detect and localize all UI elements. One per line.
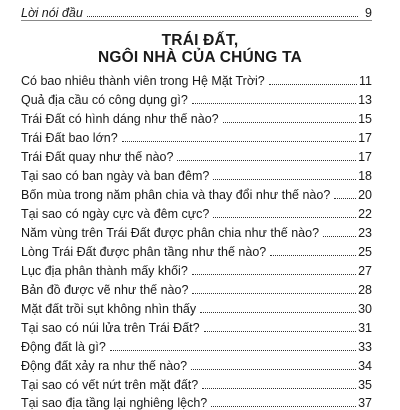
toc-entry[interactable] <box>21 392 372 410</box>
dot-leader <box>204 331 357 332</box>
dot-leader <box>122 141 356 142</box>
toc-entry-label: Động đất xảy ra như thế nào? <box>21 359 188 373</box>
dot-leader <box>202 388 356 389</box>
toc-entry-label: Tại sao có ngày cực và đêm cực? <box>21 207 210 221</box>
toc-entry-label: Lời nói đầu <box>21 6 83 20</box>
toc-entry-label: Có bao nhiêu thành viên trong Hệ Mặt Trời? <box>21 74 265 88</box>
toc-entry-page: 33 <box>358 340 372 354</box>
toc-entry[interactable] <box>21 260 372 278</box>
toc-entry-label: Bốn mùa trong năm phân chia và thay đổi như thế nào? <box>21 188 331 202</box>
toc-entry-label: Trái Đất bao lớn? <box>21 131 118 145</box>
toc-entry-label: Tại sao có vết nứt trên mặt đất? <box>21 378 199 392</box>
dot-leader <box>323 236 356 237</box>
dot-leader <box>177 160 356 161</box>
dot-leader <box>223 122 356 123</box>
dot-leader <box>269 84 357 85</box>
toc-entry-page: 11 <box>359 74 372 88</box>
toc-entry-label: Mặt đất trồi sụt không nhìn thấy <box>21 302 197 316</box>
toc-entry-label: Tại sao có ban ngày và ban đêm? <box>21 169 210 183</box>
section-title-line-1: TRÁI ĐẤT, <box>161 32 239 49</box>
toc-entry[interactable] <box>21 222 372 240</box>
toc-entry-label: Tại sao có núi lửa trên Trái Đất? <box>21 321 200 335</box>
dot-leader <box>213 217 356 218</box>
toc-entry[interactable] <box>21 355 372 373</box>
toc-entry-label: Quả địa cầu có công dụng gì? <box>21 93 188 107</box>
dot-leader <box>191 369 356 370</box>
dot-leader <box>211 406 356 407</box>
toc-entry-label: Trái Đất quay như thế nào? <box>21 150 174 164</box>
dot-leader <box>192 274 356 275</box>
toc-entry[interactable] <box>21 127 372 145</box>
toc-entry-label: Năm vùng trên Trái Đất được phân chia như thế nào? <box>21 226 320 240</box>
dot-leader <box>192 103 356 104</box>
dot-leader <box>334 198 356 199</box>
toc-entry-label: Động đất là gì? <box>21 340 106 354</box>
toc-entry[interactable] <box>21 146 372 164</box>
toc-entry-page: 35 <box>358 378 372 392</box>
separator-line <box>21 20 372 21</box>
toc-entry-page: 18 <box>358 169 372 183</box>
toc-entry-label: Lục địa phân thành mấy khối? <box>21 264 188 278</box>
toc-entry-page: 37 <box>358 396 372 410</box>
toc-entry-page: 23 <box>358 226 372 240</box>
toc-entry-page: 31 <box>358 321 372 335</box>
toc-entry-page: 34 <box>358 359 372 373</box>
toc-entry-page: 17 <box>358 131 372 145</box>
toc-entry[interactable] <box>21 241 372 259</box>
toc-entry-foreword[interactable] <box>21 2 372 20</box>
toc-entry[interactable] <box>21 184 372 202</box>
toc-entry[interactable] <box>21 279 372 297</box>
toc-entry-page: 28 <box>358 283 372 297</box>
toc-entry[interactable] <box>21 203 372 221</box>
toc-entry[interactable] <box>21 298 372 316</box>
toc-entry-page: 27 <box>358 264 372 278</box>
toc-entry[interactable] <box>21 374 372 392</box>
toc-entry-label: Trái Đất có hình dáng như thế nào? <box>21 112 219 126</box>
toc-entry[interactable] <box>21 70 372 88</box>
dot-leader <box>87 16 358 17</box>
toc-entry-page: 9 <box>365 6 372 20</box>
toc-entry-page: 22 <box>358 207 372 221</box>
toc-entry-label: Bản đồ được vẽ như thế nào? <box>21 283 189 297</box>
toc-entry[interactable] <box>21 165 372 183</box>
toc-entry-label: Lòng Trái Đất được phân tầng như thế nào? <box>21 245 267 259</box>
toc-entry-page: 17 <box>358 150 372 164</box>
toc-entry[interactable] <box>21 317 372 335</box>
dot-leader <box>270 255 356 256</box>
toc-entry-page: 13 <box>358 93 372 107</box>
dot-leader <box>200 312 356 313</box>
toc-entry[interactable] <box>21 89 372 107</box>
toc-entry[interactable] <box>21 108 372 126</box>
dot-leader <box>110 350 356 351</box>
toc-entry-page: 20 <box>358 188 372 202</box>
dot-leader <box>192 293 356 294</box>
section-title-line-2: NGÔI NHÀ CỦA CHÚNG TA <box>98 49 302 66</box>
toc-entry-page: 15 <box>358 112 372 126</box>
toc-entry-label: Tại sao địa tầng lại nghiêng lệch? <box>21 396 208 410</box>
toc-entry[interactable] <box>21 336 372 354</box>
dot-leader <box>213 179 356 180</box>
toc-entry-page: 25 <box>358 245 372 259</box>
toc-entry-page: 30 <box>358 302 372 316</box>
